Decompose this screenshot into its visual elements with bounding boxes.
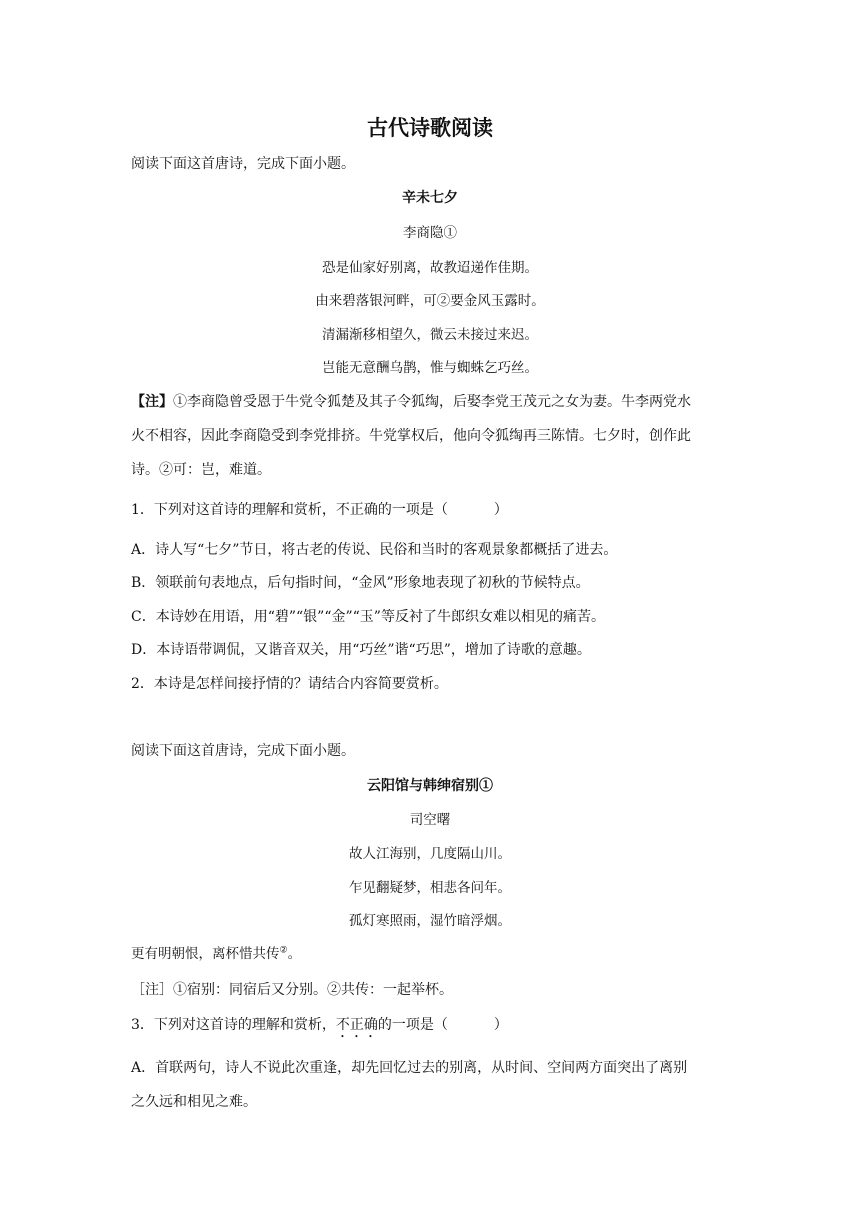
page-title: 古代诗歌阅读 <box>367 116 493 140</box>
poem1-title: 辛未七夕 <box>402 190 458 206</box>
note1-text-1: ①李商隐曾受恩于牛党令狐楚及其子令狐绹，后娶李党王茂元之女为妻。牛李两党水 <box>173 394 691 410</box>
note1-label: 【注】 <box>131 394 173 410</box>
poem1-line-3: 清漏渐移相望久，微云未接过来迟。 <box>322 327 538 343</box>
section1-intro: 阅读下面这首唐诗，完成下面小题。 <box>131 156 355 172</box>
poem2-line-4 <box>131 944 301 964</box>
note1-line-1 <box>131 392 691 412</box>
poem2-line-2: 乍见翻疑梦，相悲各问年。 <box>349 880 511 896</box>
question-3-text-after: 的一项是（ <box>377 1017 448 1033</box>
poem2-line-4-text: 更有明朝恨，离杯惜共传 <box>131 946 280 962</box>
question-1-option-a: A．诗人写“七夕”节日，将古老的传说、民俗和当时的客观景象都概括了进去。 <box>131 542 618 558</box>
question-1-option-c: C．本诗妙在用语，用“碧”“银”“金”“玉”等反衬了牛郎织女难以相见的痛苦。 <box>131 609 605 625</box>
poem2-line-3: 孤灯寒照雨，湿竹暗浮烟。 <box>349 913 511 929</box>
question-3-close: ） <box>493 1017 508 1033</box>
question-3-option-a-line-1: A．首联两句，诗人不说此次重逢，却先回忆过去的别离，从时间、空间两方面突出了离别 <box>131 1060 688 1076</box>
poem2-title: 云阳馆与韩绅宿别① <box>367 778 493 794</box>
poem1-line-4: 岂能无意酬乌鹊，惟与蜘蛛乞巧丝。 <box>322 360 538 376</box>
poem2-line-4-end: 。 <box>287 946 302 962</box>
poem2-line-1: 故人江海别，几度隔山川。 <box>349 846 511 862</box>
poem1-line-2: 由来碧落银河畔，可②要金风玉露时。 <box>315 293 545 309</box>
question-3-stem <box>131 1015 508 1041</box>
poem1-author: 李商隐① <box>403 225 457 241</box>
note1-line-2: 火不相容，因此李商隐受到李党排挤。牛党掌权后，他向令狐绹再三陈情。七夕时，创作此 <box>131 428 691 444</box>
question-1-close: ） <box>493 502 508 518</box>
question-1-option-d: D．本诗语带调侃，又谐音双关，用“巧丝”谐“巧思”，增加了诗歌的意趣。 <box>131 642 591 658</box>
question-3-text-before: 3．下列对这首诗的理解和赏析， <box>131 1017 336 1033</box>
note1-line-3: 诗。②可：岂，难道。 <box>131 462 271 478</box>
question-3-emphasis: 不正确 <box>335 1017 378 1033</box>
poem1-line-1: 恐是仙家好别离，故教迢递作佳期。 <box>322 260 538 276</box>
poem2-author: 司空曙 <box>409 812 451 828</box>
section2-intro: 阅读下面这首唐诗，完成下面小题。 <box>131 743 355 759</box>
question-3-option-a-line-2: 之久远和相见之难。 <box>131 1094 257 1110</box>
question-2: 2．本诗是怎样间接抒情的？请结合内容简要赏析。 <box>131 676 448 692</box>
question-1-option-b: B．领联前句表地点，后句指时间，“金风”形象地表现了初秋的节候特点。 <box>131 575 590 591</box>
question-1-text: 1．下列对这首诗的理解和赏析，不正确的一项是（ <box>131 502 448 518</box>
poem2-line-4-sup: ② <box>279 945 288 956</box>
note2: ［注］①宿别：同宿后又分别。②共传：一起举杯。 <box>131 982 453 998</box>
question-1-stem <box>131 500 508 520</box>
